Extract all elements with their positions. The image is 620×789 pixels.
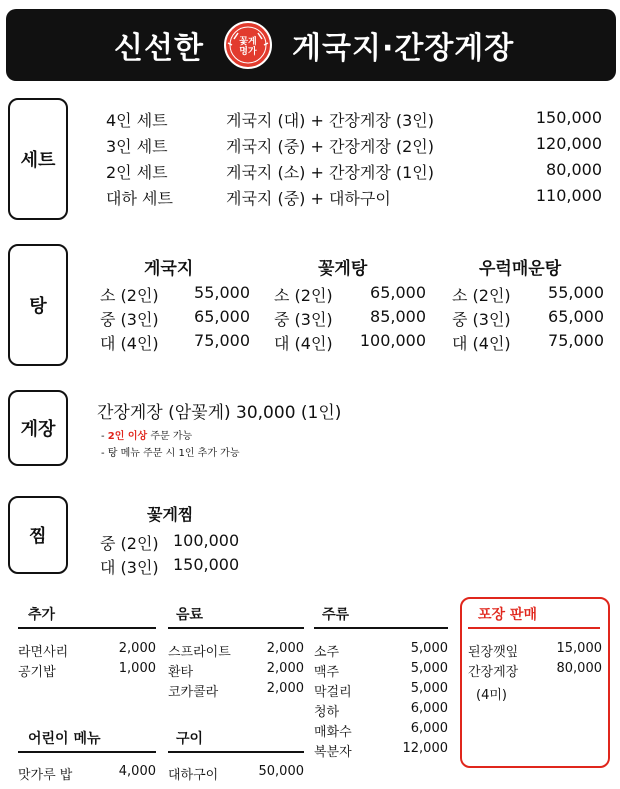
extra-item-price: 2,000 (266, 681, 304, 696)
extra-item-name: 스프라이트 (168, 645, 231, 660)
gejang-note-2: - 탕 메뉴 주문 시 1인 추가 가능 (101, 448, 240, 459)
category-rule-juryu (314, 627, 448, 629)
extra-item (314, 741, 448, 759)
set-price: 150,000 (535, 108, 602, 127)
extra-item-name: 라면사리 (18, 645, 69, 660)
category-title-eumryo: 음료 (176, 607, 204, 623)
extra-item-name: 공기밥 (18, 665, 56, 680)
tang-size: 소 (2인) (100, 286, 159, 305)
extra-item-price: 6,000 (410, 721, 448, 736)
section-label-gejang: 게장 (8, 390, 68, 466)
jjim-price: 150,000 (173, 555, 240, 574)
category-rule-eumryo (168, 627, 304, 629)
note-text: 주문 가능 (147, 431, 193, 442)
extra-item (314, 721, 448, 739)
extra-item-name: 환타 (168, 665, 194, 680)
tang-row (452, 307, 604, 331)
set-name: 2인 세트 (106, 163, 168, 182)
extra-item-price: 80,000 (556, 661, 602, 676)
extra-item (168, 681, 304, 699)
gejang-note-1 (101, 427, 192, 442)
note-bullet: - (101, 431, 108, 442)
extra-item-name: 청하 (314, 705, 340, 720)
section-label-tang: 탕 (8, 244, 68, 366)
set-description: 게국지 (소) + 간장게장 (1인) (226, 163, 435, 182)
extra-item-price: 4,000 (118, 764, 156, 779)
tang-column-title: 게국지 (144, 259, 194, 279)
extra-item (168, 641, 304, 659)
set-name: 대하 세트 (106, 189, 173, 208)
extra-item (314, 701, 448, 719)
extra-item (168, 661, 304, 679)
category-rule-gui (168, 751, 304, 753)
extra-item-name: 간장게장 (468, 665, 519, 680)
category-title-chuga: 추가 (28, 607, 56, 623)
note-highlight: 2인 이상 (107, 431, 148, 442)
category-rule-chuga (18, 627, 156, 629)
category-title-kids: 어린이 메뉴 (28, 731, 101, 747)
tang-size: 소 (2인) (274, 286, 333, 305)
extra-item-price: 5,000 (410, 661, 448, 676)
jjim-price: 100,000 (173, 531, 240, 550)
tang-price: 65,000 (194, 307, 250, 326)
extra-item-price: 15,000 (556, 641, 602, 656)
jjim-size: 대 (3인) (100, 558, 159, 577)
tang-size: 대 (4인) (100, 334, 159, 353)
set-price: 80,000 (546, 160, 602, 179)
crab-logo-icon (224, 21, 272, 69)
menu-title: 게국지·간장게장 (292, 31, 515, 66)
set-description: 게국지 (중) + 간장게장 (2인) (226, 137, 435, 156)
set-price: 110,000 (535, 186, 602, 205)
tang-row (100, 331, 250, 355)
tang-column (452, 283, 604, 355)
tang-price: 85,000 (370, 307, 426, 326)
extra-item (18, 764, 156, 782)
category-title-gui: 구이 (176, 731, 204, 747)
tang-row (274, 307, 426, 331)
tang-size: 중 (3인) (274, 310, 333, 329)
extra-item-name: 코카콜라 (168, 685, 219, 700)
tang-price: 75,000 (194, 331, 250, 350)
extra-item-price: 1,000 (118, 661, 156, 676)
category-title-takeout: 포장 판매 (478, 607, 537, 623)
category-rule-takeout (468, 627, 600, 629)
logo-text: 꽃게 명가 (239, 37, 257, 57)
extra-item (18, 661, 156, 679)
tang-row (274, 331, 426, 355)
extra-item-name: 매화수 (314, 725, 352, 740)
tang-row (452, 283, 604, 307)
extra-item-price: 2,000 (266, 641, 304, 656)
tang-column-title: 우럭매운탕 (479, 259, 562, 279)
menu-header (6, 9, 616, 81)
tang-price: 55,000 (548, 283, 604, 302)
tang-column (100, 283, 250, 355)
set-description: 게국지 (대) + 간장게장 (3인) (226, 111, 435, 130)
extra-item-name: 소주 (314, 645, 340, 660)
section-label-set: 세트 (8, 98, 68, 220)
category-rule-kids (18, 751, 156, 753)
tang-price: 55,000 (194, 283, 250, 302)
extra-item-name: 대하구이 (168, 768, 219, 783)
extra-item (168, 764, 304, 782)
tang-size: 중 (3인) (452, 310, 511, 329)
extra-item-price: 2,000 (118, 641, 156, 656)
tang-column (274, 283, 426, 355)
brand-text: 신선한 (114, 31, 204, 66)
extra-item-name: 맥주 (314, 665, 340, 680)
extra-item-name: 맛가루 밥 (18, 768, 73, 783)
set-name: 3인 세트 (106, 137, 168, 156)
extra-item (314, 641, 448, 659)
extra-item-price: 50,000 (258, 764, 304, 779)
extra-item-name: 된장깻잎 (468, 645, 519, 660)
tang-size: 소 (2인) (452, 286, 511, 305)
tang-row (452, 331, 604, 355)
takeout-note: (4미) (476, 688, 507, 703)
extra-item-name: 막걸리 (314, 685, 352, 700)
tang-price: 65,000 (370, 283, 426, 302)
tang-price: 75,000 (548, 331, 604, 350)
extra-item (314, 661, 448, 679)
set-name: 4인 세트 (106, 111, 168, 130)
jjim-title: 꽃게찜 (147, 505, 194, 524)
extra-item-price: 5,000 (410, 641, 448, 656)
extra-item (468, 641, 602, 659)
extra-item-price: 12,000 (402, 741, 448, 756)
tang-price: 100,000 (359, 331, 426, 350)
tang-row (100, 307, 250, 331)
extra-item (18, 641, 156, 659)
extra-item-price: 5,000 (410, 681, 448, 696)
tang-size: 대 (4인) (452, 334, 511, 353)
tang-row (100, 283, 250, 307)
extra-item (468, 661, 602, 679)
tang-size: 대 (4인) (274, 334, 333, 353)
extra-item-price: 6,000 (410, 701, 448, 716)
section-label-jjim: 찜 (8, 496, 68, 574)
tang-row (274, 283, 426, 307)
set-description: 게국지 (중) + 대하구이 (226, 189, 391, 208)
extra-item (314, 681, 448, 699)
tang-price: 65,000 (548, 307, 604, 326)
category-title-juryu: 주류 (322, 607, 350, 623)
gejang-item: 간장게장 (암꽃게) 30,000 (1인) (97, 403, 342, 423)
extra-item-name: 복분자 (314, 745, 352, 760)
set-price: 120,000 (535, 134, 602, 153)
tang-size: 중 (3인) (100, 310, 159, 329)
tang-column-title: 꽃게탕 (318, 259, 368, 279)
extra-item-price: 2,000 (266, 661, 304, 676)
jjim-size: 중 (2인) (100, 534, 159, 553)
